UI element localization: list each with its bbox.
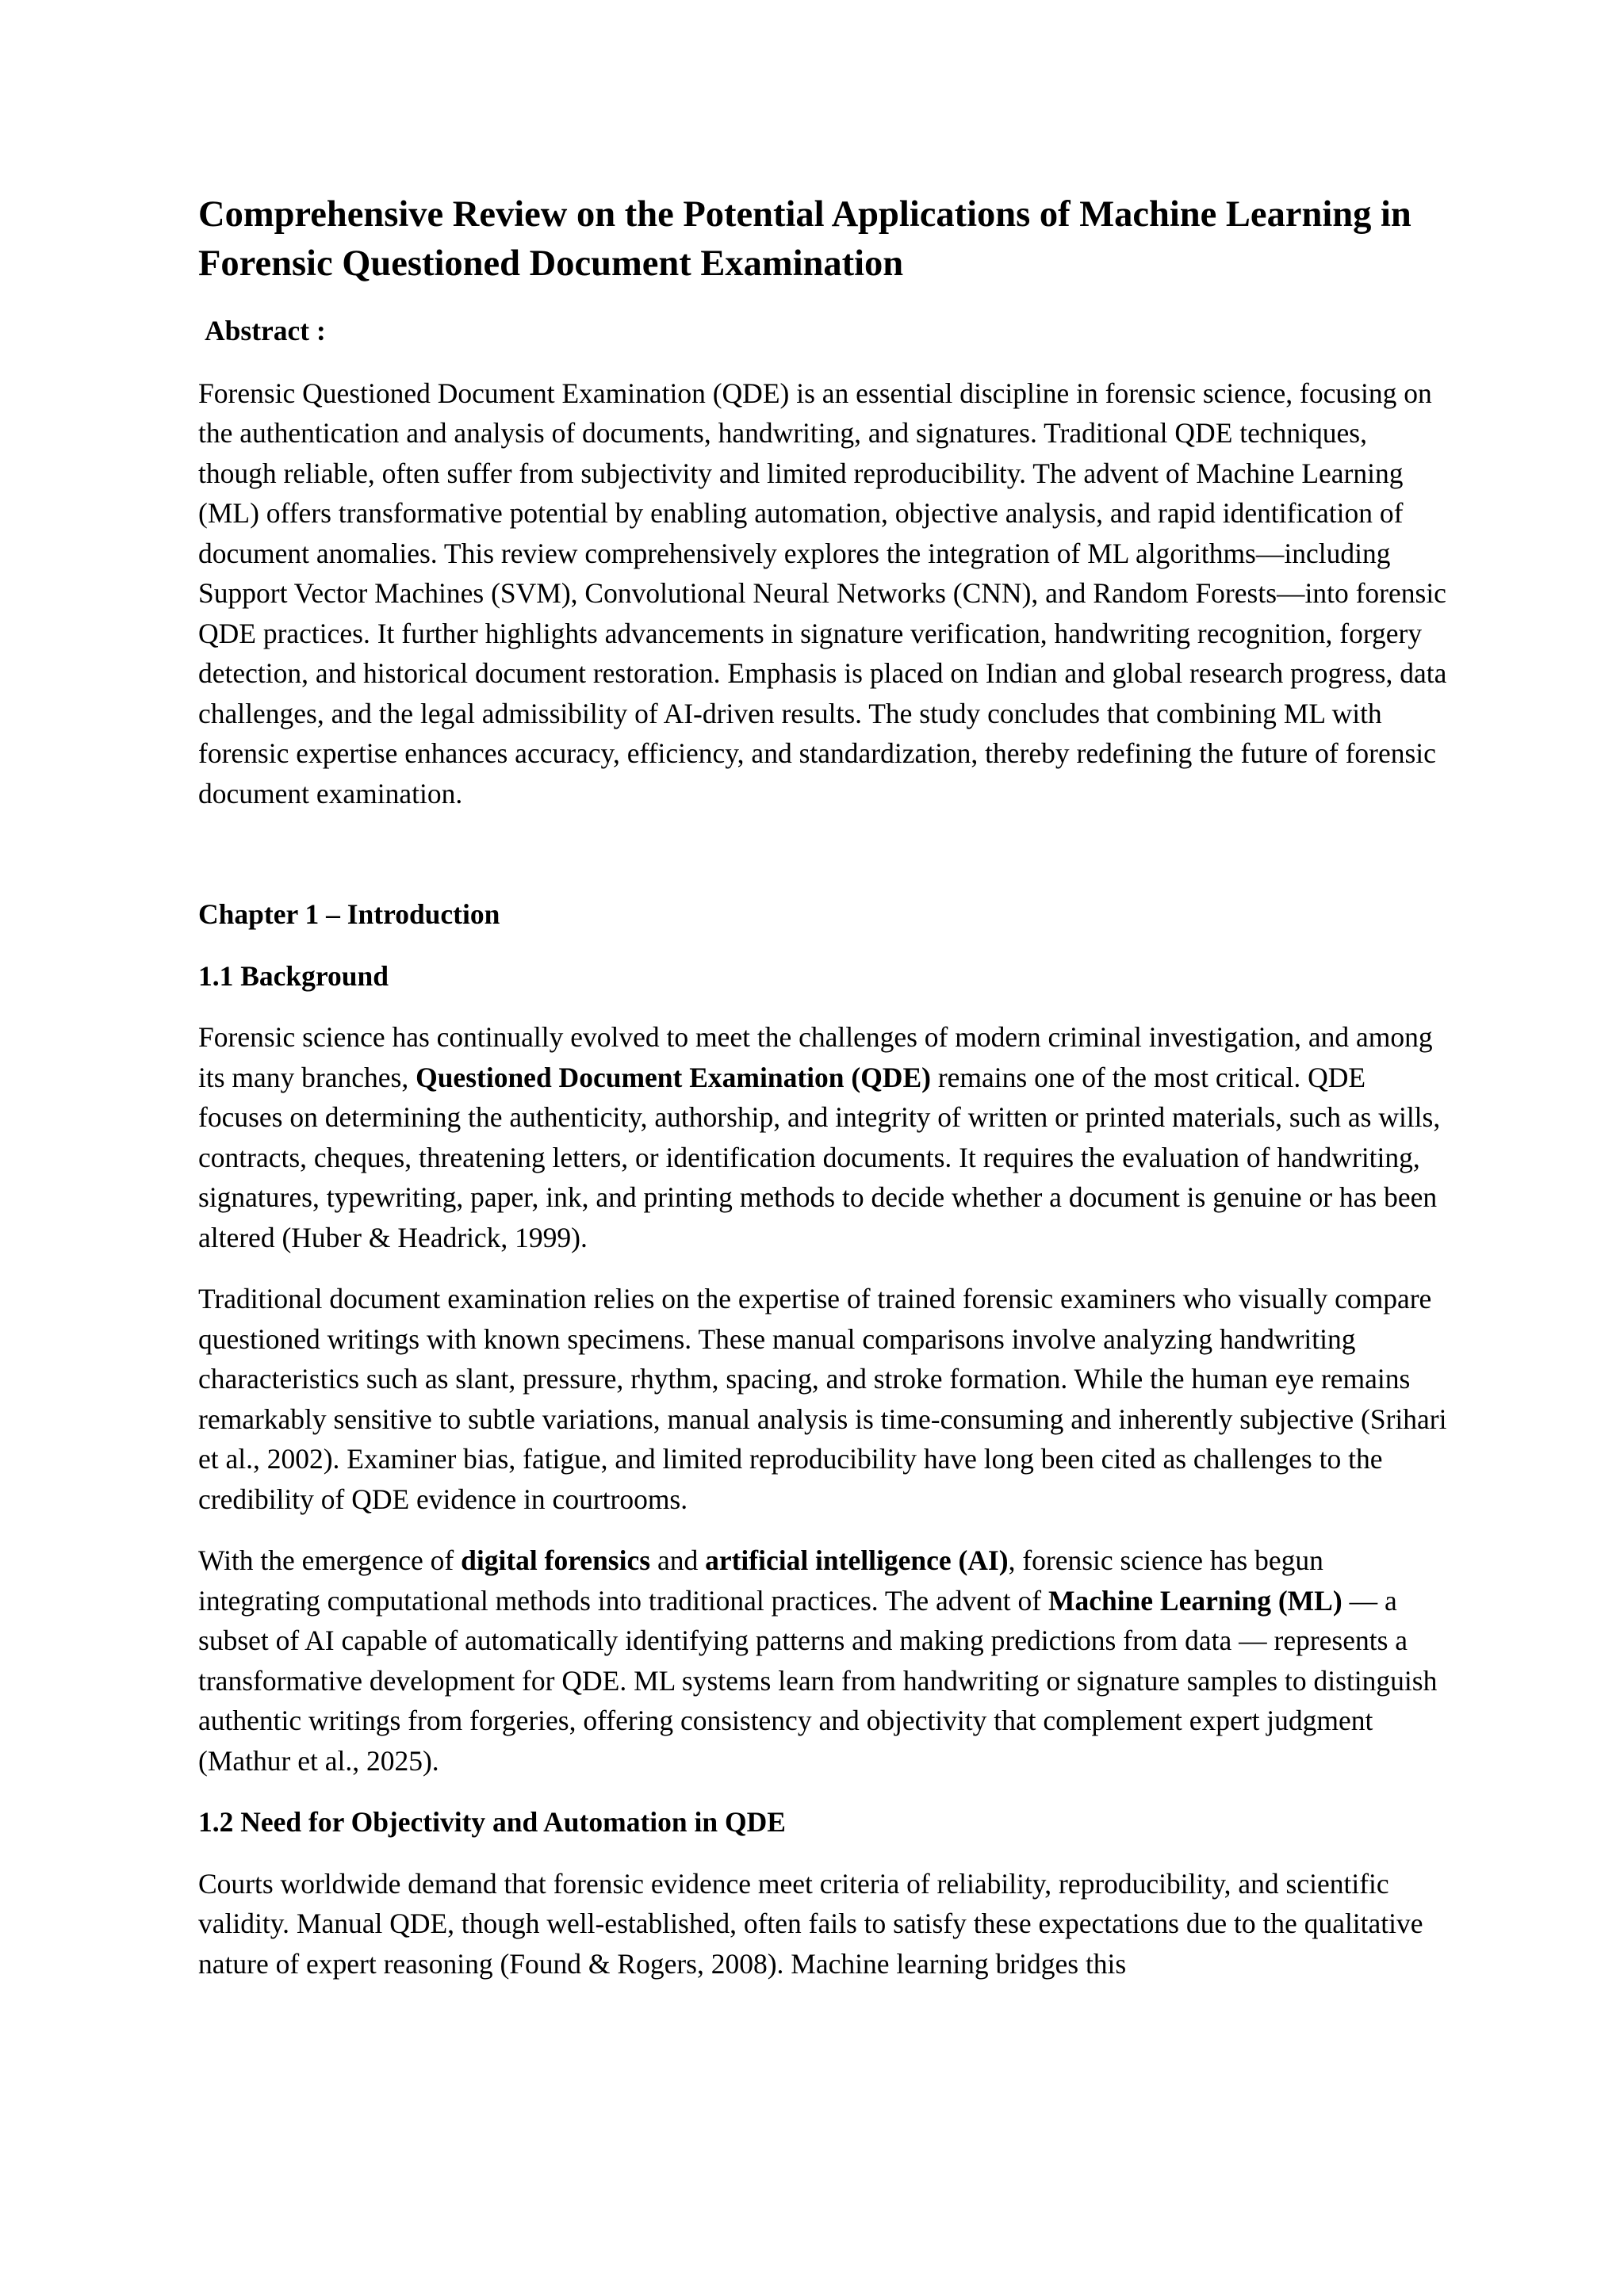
text-run: With the emergence of <box>198 1544 462 1576</box>
section-1-1-heading: 1.1 Background <box>198 959 389 992</box>
section-1-2-heading: 1.2 Need for Objectivity and Automation in QDE <box>198 1806 786 1838</box>
document-page <box>198 190 1447 2005</box>
text-run: , forensic science has begun integrating computational methods into traditional practices. The advent of <box>198 1544 1323 1617</box>
text-run: and <box>650 1544 706 1576</box>
background-paragraph-2: Traditional document examination relies on the expertise of trained forensic examiners who visually compare questioned writings with known specimens. These manual comparisons involve analyzing handwriting characteristics such as slant, pressure, rhythm, spacing, and stroke formation. While the human eye remains remarkably sensitive to subtle variations, manual analysis is time-consuming and inherently subjective (Srihari et al., 2002). Examiner bias, fatigue, and limited reproducibility have long been cited as challenges to the credibility of QDE evidence in courtrooms. <box>198 1283 1447 1515</box>
bold-term-digital-forensics: digital forensics <box>461 1544 651 1576</box>
bold-term-qde: Questioned Document Examination (QDE) <box>416 1061 931 1093</box>
text-run: Forensic science has continually evolved to meet the challenges of modern criminal investigation, and among its many branches, <box>198 1021 1433 1093</box>
background-paragraph-3 <box>198 1540 1447 1781</box>
objectivity-paragraph-1: Courts worldwide demand that forensic evidence meet criteria of reliability, reproducibility, and scientific validity. Manual QDE, though well-established, often fails to satisfy these expectations due to the qualitative nature of expert reasoning (Found & Rogers, 2008). Machine learning bridges this <box>198 1867 1423 1980</box>
text-run: remains one of the most critical. QDE focuses on determining the authenticity, authorship, and integrity of written or printed materials, such as wills, contracts, cheques, threatening letters, or identification documents. It requires the evaluation of handwriting, signatures, typewriting, paper, ink, and printing methods to decide whether a document is genuine or has been altered (Huber & Headrick, 1999). <box>198 1061 1441 1253</box>
paper-title: Comprehensive Review on the Potential Applications of Machine Learning in Forensic Questioned Document Examination <box>198 194 1411 284</box>
background-paragraph-1 <box>198 1017 1447 1257</box>
abstract-label: Abstract : <box>205 315 326 346</box>
bold-term-ml: Machine Learning (ML) <box>1048 1584 1342 1617</box>
chapter-1-heading: Chapter 1 – Introduction <box>198 898 500 930</box>
abstract-paragraph: Forensic Questioned Document Examination (QDE) is an essential discipline in forensic science, focusing on the authentication and analysis of documents, handwriting, and signatures. Traditional QDE techniques, though reliable, often suffer from subjectivity and limited reproducibility. The advent of Machine Learning (ML) offers transformative potential by enabling automation, objective analysis, and rapid identification of document anomalies. This review comprehensively explores the integration of ML algorithms—including Support Vector Machines (SVM), Convolutional Neural Networks (CNN), and Random Forests—into forensic QDE practices. It further highlights advancements in signature verification, handwriting recognition, forgery detection, and historical document restoration. Emphasis is placed on Indian and global research progress, data challenges, and the legal admissibility of AI-driven results. The study concludes that combining ML with forensic expertise enhances accuracy, efficiency, and standardization, thereby redefining the future of forensic document examination. <box>198 377 1447 809</box>
bold-term-ai: artificial intelligence (AI) <box>705 1544 1009 1576</box>
text-run: — a subset of AI capable of automatically identifying patterns and making predictions from data — represents a transformative development for QDE. ML systems learn from handwriting or signature samples to distinguish authentic writings from forgeries, offering consistency and objectivity that complement expert judgment (Mathur et al., 2025). <box>198 1584 1438 1777</box>
